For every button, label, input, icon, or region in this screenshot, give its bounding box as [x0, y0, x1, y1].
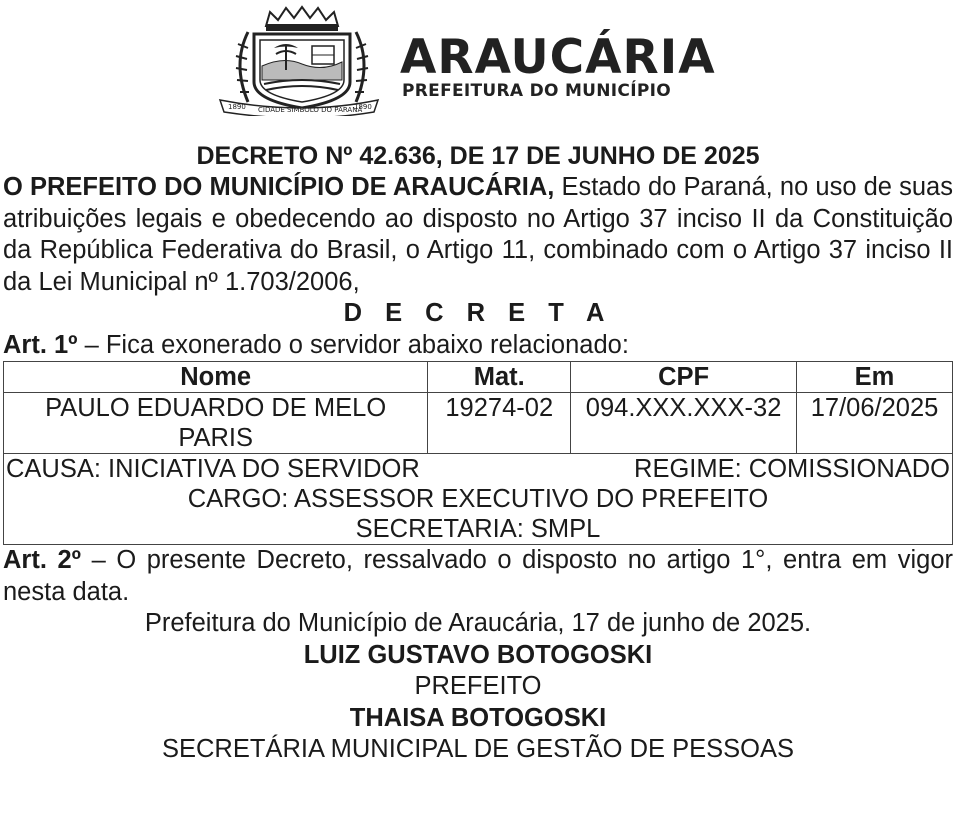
brand-name: ARAUCÁRIA — [400, 30, 716, 85]
causa-text: CAUSA: INICIATIVA DO SERVIDOR — [6, 455, 420, 483]
brand-subtitle: PREFEITURA DO MUNICÍPIO — [402, 81, 671, 101]
signer-1-name: LUIZ GUSTAVO BOTOGOSKI — [303, 640, 653, 669]
secretaria-text: SECRETARIA: SMPL — [355, 515, 601, 543]
article-1-label: Art. 1º — [3, 330, 78, 359]
cell-cpf: 094.XXX.XXX-32 — [571, 393, 797, 454]
signer-2-role: SECRETÁRIA MUNICIPAL DE GESTÃO DE PESSOAS — [162, 735, 794, 763]
place-date: Prefeitura do Município de Araucária, 17 de junho de 2025. — [144, 609, 812, 637]
letterhead — [214, 4, 754, 116]
seal-motto: CIDADE SÍMBOLO DO PARANÁ — [258, 106, 363, 114]
article-1-text: – Fica exonerado o servidor abaixo relacionado: — [77, 330, 629, 359]
article-2-text: – O presente Decreto, ressalvado o disposto no artigo 1°, entra em vigor nesta data. — [3, 546, 954, 606]
table-details-row — [4, 454, 953, 545]
preamble-authority: O PREFEITO DO MUNICÍPIO DE ARAUCÁRIA, — [3, 173, 555, 201]
causa-regime-line — [4, 454, 952, 484]
preamble-text: Estado do Paraná, no uso de suas atribuições legais e obedecendo ao disposto no Artigo 37 inciso II da Constituição da República Federativa do Brasil, o Artigo 11, combinado com o Artigo 37 inciso II da Lei Municipal nº 1.703/2006, — [3, 173, 953, 296]
decree-document — [3, 141, 953, 766]
regime-text: REGIME: COMISSIONADO — [634, 455, 950, 483]
signer-1-role: PREFEITO — [414, 672, 542, 700]
seal-year-right: 1890 — [354, 103, 372, 111]
article-2 — [3, 545, 953, 608]
seal-year-left: 1890 — [228, 103, 246, 111]
table-row — [4, 393, 953, 454]
article-2-label: Art. 2º — [3, 546, 81, 574]
decreta-heading: D E C R E T A — [343, 299, 613, 327]
table-header-row — [4, 362, 953, 393]
cell-em: 17/06/2025 — [797, 393, 953, 454]
cell-nome: PAULO EDUARDO DE MELO PARIS — [4, 393, 428, 454]
col-header-nome: Nome — [4, 362, 428, 393]
signer-2-name: THAISA BOTOGOSKI — [349, 703, 607, 732]
article-1 — [3, 330, 953, 362]
col-header-mat: Mat. — [428, 362, 571, 393]
municipal-seal-icon — [214, 4, 384, 116]
brand-block — [400, 30, 716, 101]
servant-table — [3, 361, 953, 545]
decree-title: DECRETO Nº 42.636, DE 17 DE JUNHO DE 2025 — [196, 142, 760, 170]
col-header-em: Em — [797, 362, 953, 393]
preamble — [3, 172, 953, 298]
cell-mat: 19274-02 — [428, 393, 571, 454]
col-header-cpf: CPF — [571, 362, 797, 393]
cargo-text: CARGO: ASSESSOR EXECUTIVO DO PREFEITO — [187, 485, 769, 513]
